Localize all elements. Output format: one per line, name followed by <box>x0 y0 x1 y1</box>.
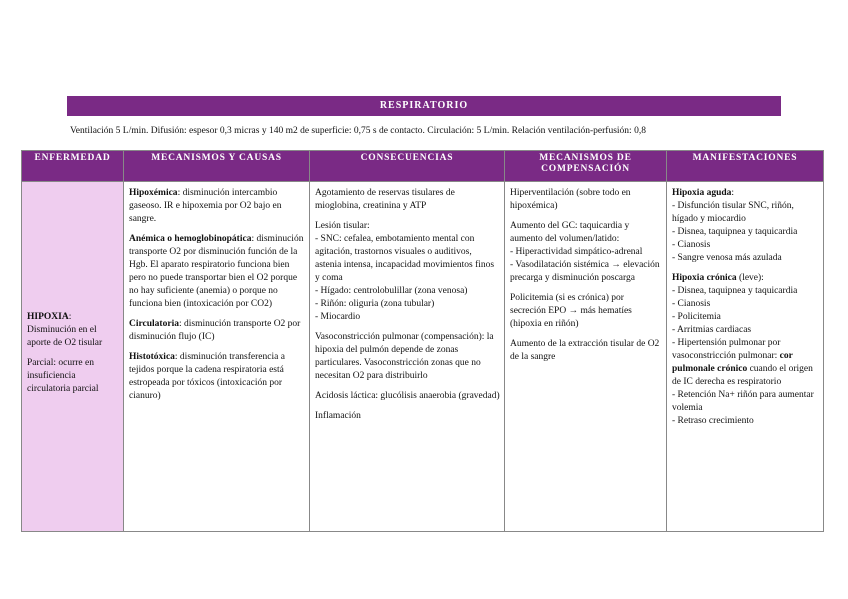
compensacion-hiperventilacion: Hiperventilación (sobre todo en hipoxémica) <box>510 188 631 211</box>
consecuencias-cell <box>310 182 505 532</box>
consecuencia-vasoconstriccion: Vasoconstricción pulmonar (compensación): la hipoxia del pulmón depende de zonas particulares. Vasoconstricción zonas que no necesitan O2 para distribuirlo <box>315 332 494 381</box>
list-item: - SNC: cefalea, embotamiento mental con agitación, trastornos visuales o auditivos, astenia intensa, incapacidad movimientos finos y coma <box>315 234 495 283</box>
table-header-row <box>22 151 824 182</box>
list-item: - Disfunción tisular SNC, riñón, hígado y miocardio <box>672 201 794 224</box>
list-item: - Retraso crecimiento <box>672 416 754 426</box>
enfermedad-name: HIPOXIA <box>27 311 69 322</box>
list-item: - Arritmias cardiacas <box>672 325 752 335</box>
list-item: - Sangre venosa más azulada <box>672 253 782 263</box>
list-item: - Hiperactividad simpático-adrenal <box>510 247 643 257</box>
compensacion-gc <box>510 220 662 285</box>
column-header: MECANISMOS Y CAUSAS <box>124 151 310 182</box>
manifestacion-aguda: Hipoxia aguda: - Disfunción tisular SNC, riñón, hígado y miocardio - Disnea, taquipnea y taquicardia - Cianosis - Sangre venosa más azulada <box>672 187 819 265</box>
enfermedad-parcial: Parcial: ocurre en insuficiencia circulatoria parcial <box>27 357 99 394</box>
list-item: - Hipertensión pulmonar por vasoconstricción pulmonar: cor pulmonale crónico cuando el origen de IC derecha es respiratorio <box>672 338 813 387</box>
table-row <box>22 182 824 532</box>
manifestacion-cronica: Hipoxia crónica (leve): - Disnea, taquipnea y taquicardia - Cianosis - Policitemia - Arritmias cardiacas - Hipertensión pulmonar por vasoconstricción pulmonar: cor pulmonale crónico cuando el origen de IC derecha es respiratorio - Retención Na+ riñón para aumentar volemia - Retraso crecimiento <box>672 272 819 428</box>
list-item: - Retención Na+ riñón para aumentar volemia <box>672 390 814 413</box>
list-item: - Cianosis <box>672 240 711 250</box>
summary-table <box>21 150 824 532</box>
enfermedad-cell <box>22 182 124 532</box>
consecuencia-acidosis: Acidosis láctica: glucólisis anaerobia (gravedad) <box>315 391 500 401</box>
consecuencia-inflamacion: Inflamación <box>315 411 361 421</box>
column-header: ENFERMEDAD <box>22 151 124 182</box>
compensacion-extraccion: Aumento de la extracción tisular de O2 de la sangre <box>510 339 660 362</box>
column-header: MANIFESTACIONES <box>667 151 824 182</box>
list-item: - Policitemia <box>672 312 721 322</box>
page-title: RESPIRATORIO <box>67 96 781 116</box>
list-item: - Disnea, taquipnea y taquicardia <box>672 227 798 237</box>
consecuencia-lesion <box>315 220 500 324</box>
mecanismos-cell <box>124 182 310 532</box>
enfermedad-definition: Disminución en el aporte de O2 tisular <box>27 324 103 348</box>
list-item: - Hígado: centrolobulillar (zona venosa) <box>315 286 468 296</box>
aguda-title: Hipoxia aguda <box>672 188 732 198</box>
column-header: CONSECUENCIAS <box>310 151 505 182</box>
list-item: - Cianosis <box>672 299 711 309</box>
lesion-title: Lesión tisular: <box>315 221 370 231</box>
consecuencia-agotamiento: Agotamiento de reservas tisulares de mioglobina, creatinina y ATP <box>315 188 455 211</box>
cronica-title: Hipoxia crónica <box>672 273 737 283</box>
compensacion-cell <box>505 182 667 532</box>
mecanismo-anemica: Anémica o hemoglobinopática: disminución transporte O2 por disminución función de la Hgb. El aparato respiratorio funciona bien pero no puede transportar bien el O2 porque no hay suficiente (anemia) o porque no funciona bien (intoxicación por CO2) <box>129 234 304 309</box>
list-item: - Disnea, taquipnea y taquicardia <box>672 286 798 296</box>
manifestaciones-cell <box>667 182 824 532</box>
list-item: - Vasodilatación sistémica → elevación precarga y disminución poscarga <box>510 260 660 283</box>
gc-title: Aumento del GC: taquicardia y aumento del volumen/latido: <box>510 221 630 244</box>
mecanismo-hipoxemica: Hipoxémica: disminución intercambio gaseoso. IR e hipoxemia por O2 bajo en sangre. <box>129 188 282 224</box>
list-item: - Riñón: oliguria (zona tubular) <box>315 299 435 309</box>
mecanismo-histotoxica: Histotóxica: disminución transferencia a tejidos porque la cadena respiratoria está estropeada por tóxicos (intoxicación por cianuro) <box>129 352 285 401</box>
column-header: MECANISMOS DE COMPENSACIÓN <box>505 151 667 182</box>
list-item: - Miocardio <box>315 312 361 322</box>
subtitle: Ventilación 5 L/min. Difusión: espesor 0,3 micras y 140 m2 de superficie: 0,75 s de contacto. Circulación: 5 L/min. Relación ventilación-perfusión: 0,8 <box>70 126 646 136</box>
compensacion-policitemia: Policitemia (si es crónica) por secreción EPO → más hematíes (hipoxia en riñón) <box>510 293 632 329</box>
enfermedad-heading: HIPOXIA: Disminución en el aporte de O2 tisular <box>27 311 103 348</box>
mecanismo-circulatoria: Circulatoria: disminución transporte O2 por disminución flujo (IC) <box>129 319 301 342</box>
